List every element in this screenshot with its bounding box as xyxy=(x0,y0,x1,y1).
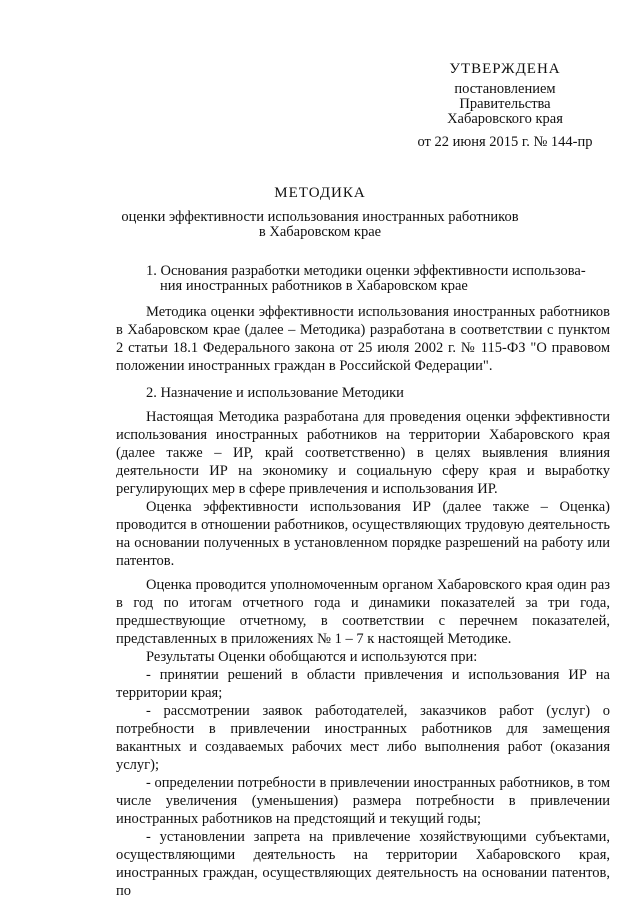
section-1-heading-line-1: 1. Основания разработки методики оценки эффективности использова- xyxy=(146,263,586,279)
document-body xyxy=(116,264,610,900)
document-title xyxy=(40,186,600,240)
list-item: - определении потребности в привлечении иностранных работников, в том числе увеличения (уменьшения) размера потребности в привлечении иностранных работников на предстоящий и текущий годы; xyxy=(116,775,610,827)
section-2-paragraph-4: Результаты Оценки обобщаются и используются при: xyxy=(146,649,478,665)
approval-line-1: постановлением xyxy=(454,81,556,97)
approval-stamp xyxy=(400,62,610,150)
list-item: - установлении запрета на привлечение хозяйствующими субъектами, осуществляющими деятельность на территории Хабаровского края, иностранных граждан, осуществляющих деятельность на основании патентов, по xyxy=(116,829,610,899)
section-1-paragraph-1: Методика оценки эффективности использования иностранных работников в Хабаровском крае (далее – Методика) разработана в соответствии с пунктом 2 статьи 18.1 Федерального закона от 25 июля 2002 г. № 115-ФЗ "О правовом положении иностранных граждан в Российской Федерации". xyxy=(116,304,610,374)
title-sub-2: в Хабаровском крае xyxy=(258,224,382,240)
section-2-paragraph-2: Оценка эффективности использования ИР (далее также – Оценка) проводится в отношении работников, осуществляющих трудовую деятельность на основании полученных в установленном порядке разрешений на работу или патентов. xyxy=(116,499,610,569)
title-main: МЕТОДИКА xyxy=(274,185,366,201)
title-sub-1: оценки эффективности использования иностранных работников xyxy=(121,209,519,225)
approval-line-2: Правительства xyxy=(459,96,551,112)
section-1-heading xyxy=(116,264,610,294)
list-item: - рассмотрении заявок работодателей, заказчиков работ (услуг) о потребности в привлечении иностранных работников для замещения вакантных и создаваемых рабочих мест либо выполнения работ (оказания услуг); xyxy=(116,703,610,773)
approval-line-3: Хабаровского края xyxy=(447,111,563,127)
approval-heading: УТВЕРЖДЕНА xyxy=(449,61,561,77)
section-2-paragraph-3: Оценка проводится уполномоченным органом Хабаровского края один раз в год по итогам отчетного года и динамики показателей за три года, предшествующие отчетному, в соответствии с перечнем показателей, представленных в приложениях № 1 – 7 к настоящей Методике. xyxy=(116,577,610,647)
list-item: - принятии решений в области привлечения и использования ИР на территории края; xyxy=(116,667,610,701)
section-2-heading: 2. Назначение и использование Методики xyxy=(146,385,404,401)
section-2-paragraph-1: Настоящая Методика разработана для проведения оценки эффективности использования иностранных работников на территории Хабаровского края (далее также – ИР, край соответственно) в целях выявления влияния деятельности ИР на экономику и социальную сферу края и выработку регулирующих мер в сфере привлечения и использования ИР. xyxy=(116,409,610,497)
section-1-heading-line-2: ния иностранных работников в Хабаровском крае xyxy=(160,278,468,294)
approval-date: от 22 июня 2015 г. № 144-пр xyxy=(417,134,593,150)
